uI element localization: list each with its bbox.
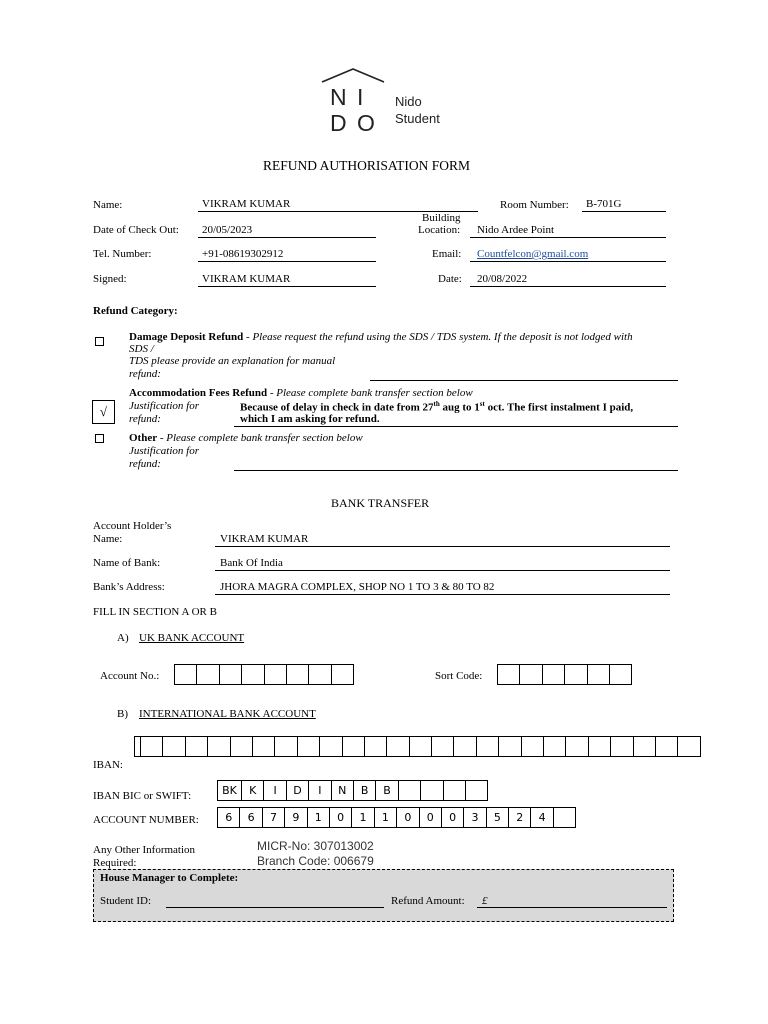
iban-cell[interactable] — [231, 736, 253, 757]
account-digit-cell[interactable]: 6 — [240, 807, 262, 828]
sort-code-label: Sort Code: — [435, 670, 483, 682]
bic-cell[interactable]: B — [354, 780, 376, 801]
iban-cell[interactable] — [566, 736, 588, 757]
uk-account-cell[interactable] — [197, 664, 219, 685]
account-digit-cell[interactable]: 0 — [330, 807, 352, 828]
iban-cell[interactable] — [611, 736, 633, 757]
damage-desc-4: refund: — [129, 368, 161, 380]
damage-title: Damage Deposit Refund — [129, 331, 244, 343]
account-digit-cell[interactable]: 0 — [420, 807, 442, 828]
accom-reason-line-2: which I am asking for refund. — [240, 413, 380, 425]
other-desc: - Please complete bank transfer section below — [157, 432, 363, 444]
accom-checkbox-checked[interactable]: √ — [92, 400, 115, 424]
holder-label-1: Account Holder’s — [93, 520, 172, 532]
iban-cell[interactable] — [208, 736, 230, 757]
iban-cell[interactable] — [477, 736, 499, 757]
signed-underline — [198, 286, 376, 287]
other-title: Other — [129, 432, 158, 444]
name-label: Name: — [93, 199, 123, 211]
iban-cell[interactable] — [186, 736, 208, 757]
sort-code-cell[interactable] — [498, 664, 520, 685]
bank-name-underline — [215, 570, 670, 571]
email-label: Email: — [432, 248, 462, 260]
bank-address-value[interactable]: JHORA MAGRA COMPLEX, SHOP NO 1 TO 3 & 80 TO 82 — [220, 581, 495, 593]
tel-label: Tel. Number: — [93, 248, 152, 260]
sort-code-cell[interactable] — [588, 664, 610, 685]
iban-grid[interactable] — [134, 736, 701, 757]
name-value[interactable]: VIKRAM KUMAR — [202, 198, 291, 210]
room-underline — [582, 211, 666, 212]
bic-cell[interactable]: K — [242, 780, 264, 801]
iban-cell[interactable] — [141, 736, 163, 757]
bic-cell[interactable] — [399, 780, 421, 801]
house-manager-box — [93, 869, 674, 922]
form-title: REFUND AUTHORISATION FORM — [263, 158, 471, 173]
iban-label: IBAN: — [93, 759, 123, 771]
iban-cell[interactable] — [656, 736, 678, 757]
sort-code-cell[interactable] — [543, 664, 565, 685]
damage-explanation-line[interactable] — [370, 380, 678, 381]
account-digit-cell[interactable]: 0 — [442, 807, 464, 828]
date-label: Date: — [438, 273, 462, 285]
refund-category-heading: Refund Category: — [93, 305, 178, 317]
accom-reason-line-1 — [240, 400, 633, 414]
bic-cell[interactable] — [466, 780, 488, 801]
damage-checkbox[interactable] — [95, 337, 104, 346]
bank-name-value[interactable]: Bank Of India — [220, 557, 283, 569]
house-manager-heading: House Manager to Complete: — [100, 872, 239, 884]
iban-cell[interactable] — [343, 736, 365, 757]
other-info-label-2: Required: — [93, 857, 137, 869]
iban-cell[interactable] — [163, 736, 185, 757]
iban-cell[interactable] — [410, 736, 432, 757]
checkout-label: Date of Check Out: — [93, 224, 179, 236]
bic-cell[interactable]: I — [264, 780, 286, 801]
section-a-letter: A) — [117, 632, 129, 644]
signed-value[interactable]: VIKRAM KUMAR — [202, 273, 291, 285]
account-digit-cell[interactable]: 7 — [263, 807, 285, 828]
other-justification-label-1: Justification for — [129, 445, 199, 457]
refund-amount-label: Refund Amount: — [391, 895, 465, 907]
uk-account-cell[interactable] — [220, 664, 242, 685]
iban-cell[interactable] — [544, 736, 566, 757]
account-digit-cell[interactable]: 2 — [509, 807, 531, 828]
bank-transfer-heading: BANK TRANSFER — [331, 496, 430, 510]
bic-cell[interactable]: BK — [218, 780, 242, 801]
damage-desc-1: - Please request the refund using the SDS / TDS system. If the deposit is not lodged with — [243, 331, 633, 343]
checkout-value[interactable]: 20/05/2023 — [202, 224, 253, 236]
account-digit-cell[interactable]: 1 — [352, 807, 374, 828]
bic-cell[interactable]: I — [309, 780, 331, 801]
iban-cell[interactable] — [298, 736, 320, 757]
holder-value[interactable]: VIKRAM KUMAR — [220, 533, 309, 545]
date-value[interactable]: 20/08/2022 — [477, 273, 528, 285]
checkout-underline — [198, 237, 376, 238]
email-link[interactable]: Countfelcon@gmail.com — [477, 248, 589, 260]
bank-name-label: Name of Bank: — [93, 557, 161, 569]
other-info-label-1: Any Other Information — [93, 844, 196, 856]
account-digit-cell[interactable]: 3 — [464, 807, 486, 828]
accom-justification-label-1: Justification for — [129, 400, 199, 412]
branch-code[interactable]: Branch Code: 006679 — [257, 854, 374, 868]
account-digit-cell[interactable]: 0 — [397, 807, 419, 828]
iban-cell[interactable] — [365, 736, 387, 757]
account-digit-cell[interactable]: 1 — [375, 807, 397, 828]
uk-account-cell[interactable] — [309, 664, 331, 685]
account-digit-cell[interactable]: 4 — [531, 807, 553, 828]
iban-cell[interactable] — [678, 736, 700, 757]
logo-brand-line2: Student — [395, 111, 440, 126]
building-value[interactable]: Nido Ardee Point — [477, 224, 554, 236]
accom-reason-sup-2: st — [479, 400, 485, 408]
uk-account-cell[interactable] — [265, 664, 287, 685]
accom-reason-sup-1: th — [433, 400, 440, 408]
accom-reason-underline — [234, 426, 678, 427]
uk-account-cell[interactable] — [175, 664, 197, 685]
logo-brand-line1: Nido — [395, 94, 422, 109]
roof-icon — [320, 67, 386, 83]
building-label-1: Building — [422, 212, 461, 224]
sort-code-grid[interactable] — [497, 664, 632, 685]
accom-reason-part-3: oct. The first instalment I paid, — [484, 401, 634, 414]
logo-letters-bottom: D O — [330, 110, 377, 136]
bic-cell[interactable]: D — [287, 780, 309, 801]
other-justification-label-2: refund: — [129, 458, 161, 470]
accom-title: Accommodation Fees Refund — [129, 387, 268, 399]
room-label: Room Number: — [500, 199, 569, 211]
account-digit-cell[interactable]: 6 — [218, 807, 240, 828]
bic-label: IBAN BIC or SWIFT: — [93, 790, 192, 802]
damage-desc-3: TDS please provide an explanation for manual — [129, 355, 336, 367]
tel-value[interactable]: +91-08619302912 — [202, 248, 284, 260]
fill-in-instruction: FILL IN SECTION A OR B — [93, 606, 217, 618]
bic-grid[interactable] — [217, 780, 488, 801]
logo-letters-top: N I — [330, 84, 366, 110]
iban-cell[interactable] — [589, 736, 611, 757]
bic-cell[interactable] — [421, 780, 443, 801]
iban-cell[interactable] — [387, 736, 409, 757]
iban-cell[interactable] — [634, 736, 656, 757]
holder-label-2: Name: — [93, 533, 123, 545]
section-b-title: INTERNATIONAL BANK ACCOUNT — [139, 708, 316, 720]
bic-cell[interactable] — [444, 780, 466, 801]
micr-number[interactable]: MICR-No: 307013002 — [257, 839, 374, 853]
email-underline — [470, 261, 666, 262]
date-underline — [470, 286, 666, 287]
student-id-line[interactable] — [166, 907, 384, 908]
sort-code-cell[interactable] — [565, 664, 587, 685]
accom-justification-label-2: refund: — [129, 413, 161, 425]
bic-cell[interactable]: B — [376, 780, 398, 801]
section-b-letter: B) — [117, 708, 128, 720]
other-reason-line[interactable] — [234, 470, 678, 471]
bic-cell[interactable]: N — [332, 780, 354, 801]
iban-cell[interactable] — [253, 736, 275, 757]
holder-underline — [215, 546, 670, 547]
building-underline — [470, 237, 666, 238]
uk-account-cell[interactable] — [332, 664, 354, 685]
account-number-grid[interactable] — [217, 807, 576, 828]
signed-label: Signed: — [93, 273, 127, 285]
iban-cell[interactable] — [522, 736, 544, 757]
other-checkbox[interactable] — [95, 434, 104, 443]
section-a-title: UK BANK ACCOUNT — [139, 632, 245, 644]
iban-cell[interactable] — [499, 736, 521, 757]
iban-cell[interactable] — [275, 736, 297, 757]
account-no-label: Account No.: — [100, 670, 160, 682]
iban-cell[interactable] — [454, 736, 476, 757]
student-id-label: Student ID: — [100, 895, 152, 907]
account-number-label: ACCOUNT NUMBER: — [93, 814, 199, 826]
uk-account-cell[interactable] — [287, 664, 309, 685]
room-value[interactable]: B-701G — [586, 198, 622, 210]
building-label-2: Location: — [418, 224, 461, 236]
accom-reason-part-2: aug to 1 — [439, 401, 480, 414]
uk-account-number-grid[interactable] — [174, 664, 354, 685]
accom-reason-part-1: Because of delay in check in date from 27 — [240, 401, 434, 414]
bank-address-label: Bank’s Address: — [93, 581, 165, 593]
account-digit-cell[interactable]: 1 — [308, 807, 330, 828]
sort-code-cell[interactable] — [610, 664, 632, 685]
accom-desc: - Please complete bank transfer section below — [267, 387, 473, 399]
iban-cell[interactable] — [432, 736, 454, 757]
account-digit-cell[interactable]: 9 — [285, 807, 307, 828]
sort-code-cell[interactable] — [520, 664, 542, 685]
bank-address-underline — [215, 594, 670, 595]
account-digit-cell[interactable] — [554, 807, 576, 828]
iban-cell[interactable] — [320, 736, 342, 757]
currency-symbol: £ — [482, 895, 488, 907]
uk-account-cell[interactable] — [242, 664, 264, 685]
refund-amount-line[interactable] — [477, 907, 667, 908]
tel-underline — [198, 261, 376, 262]
damage-desc-2: SDS / — [129, 343, 154, 355]
account-digit-cell[interactable]: 5 — [487, 807, 509, 828]
